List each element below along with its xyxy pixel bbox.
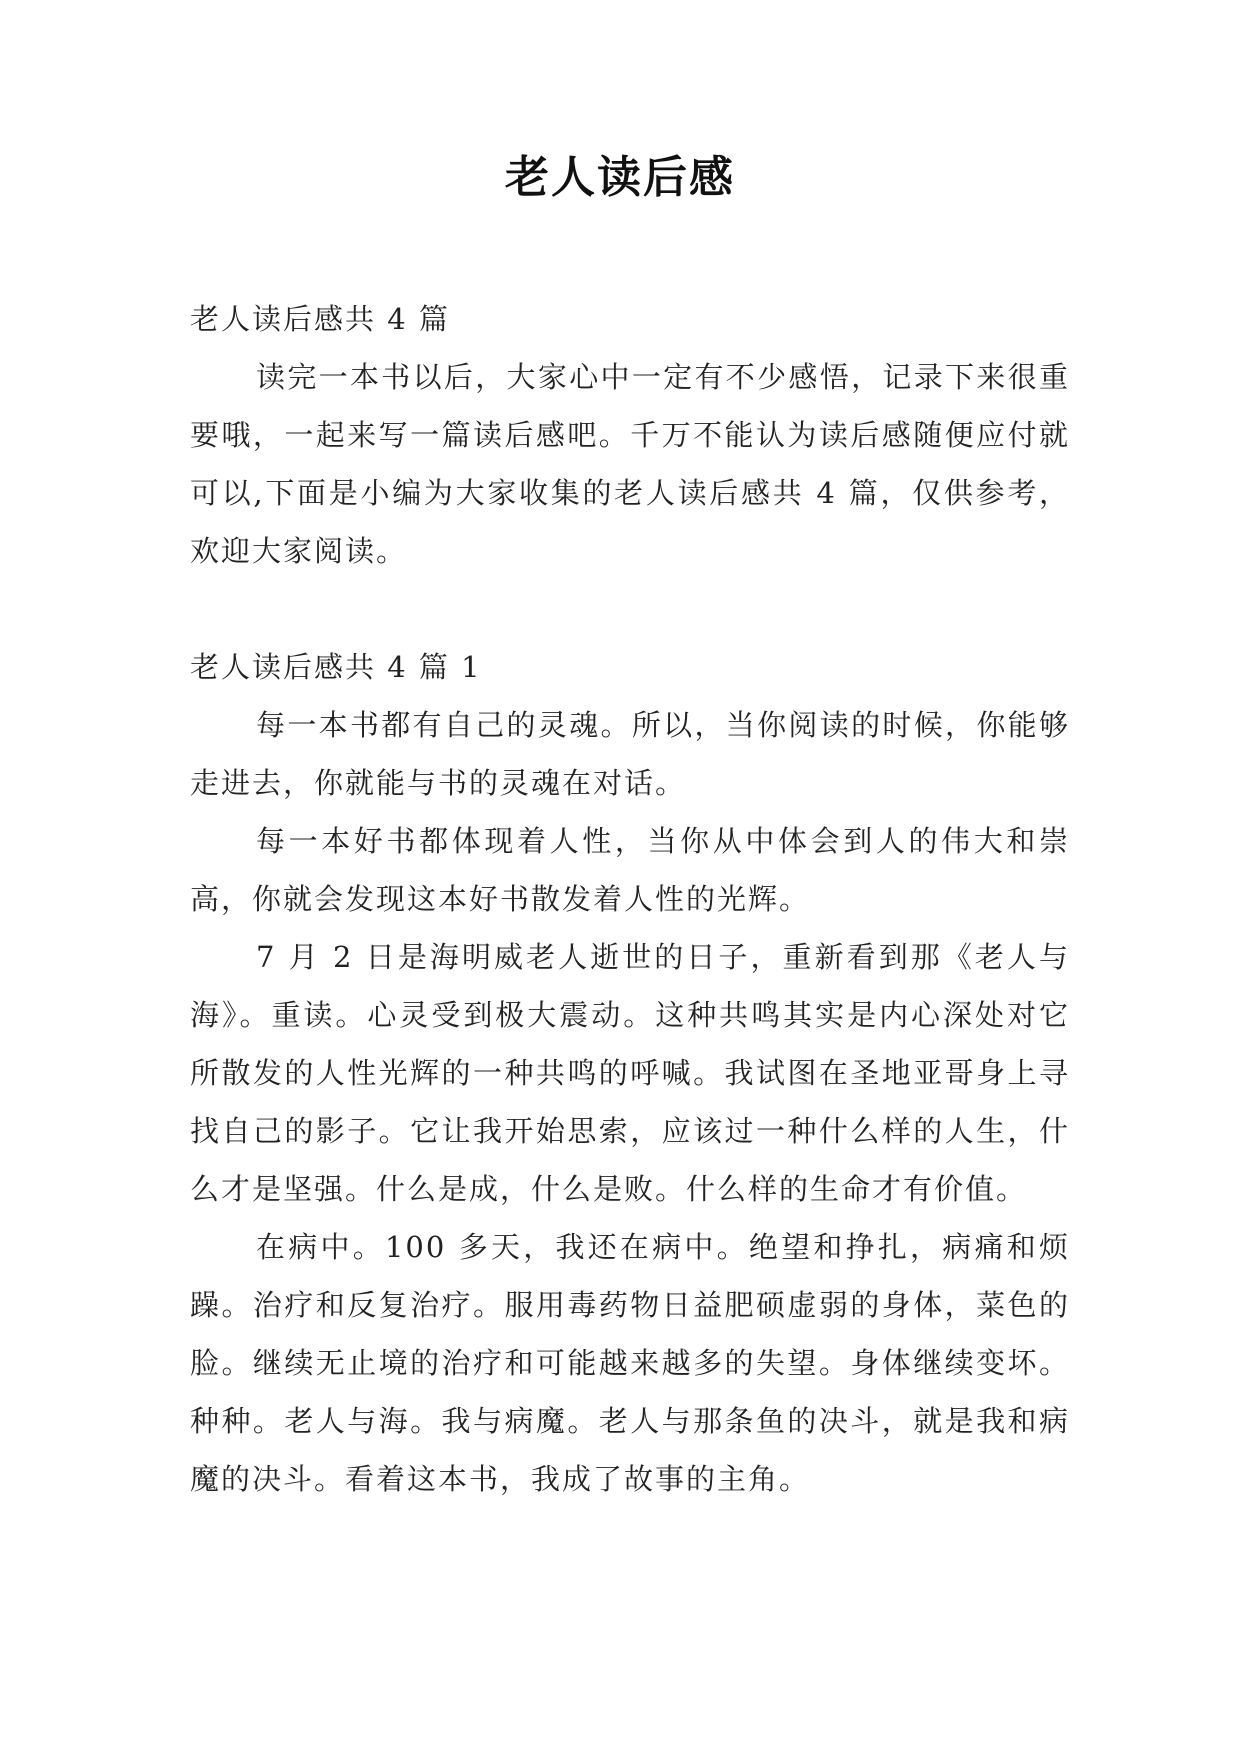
section-1-paragraph: 每一本好书都体现着人性，当你从中体会到人的伟大和崇高，你就会发现这本好书散发着人性的光辉。	[190, 824, 1070, 916]
section-1-paragraph: 每一本书都有自己的灵魂。所以，当你阅读的时候，你能够走进去，你就能与书的灵魂在对话。	[190, 708, 1070, 800]
section-1-paragraph: 在病中。100 多天，我还在病中。绝望和挣扎，病痛和烦躁。治疗和反复治疗。服用毒药物日益肥硕虚弱的身体，菜色的脸。继续无止境的治疗和可能越来越多的失望。身体继续变坏。种种。老人与海。我与病魔。老人与那条鱼的决斗，就是我和病魔的决斗。看着这本书，我成了故事的主角。	[190, 1230, 1070, 1496]
intro-paragraph: 读完一本书以后，大家心中一定有不少感悟，记录下来很重要哦，一起来写一篇读后感吧。千万不能认为读后感随便应付就可以,下面是小编为大家收集的老人读后感共 4 篇，仅供参考，欢迎大家阅读。	[190, 360, 1070, 568]
document-title: 老人读后感	[505, 152, 735, 203]
intro-heading: 老人读后感共 4 篇	[190, 302, 450, 336]
section-1-heading: 老人读后感共 4 篇 1	[190, 650, 482, 684]
section-1-paragraph: 7 月 2 日是海明威老人逝世的日子，重新看到那《老人与海》。重读。心灵受到极大震动。这种共鸣其实是内心深处对它所散发的人性光辉的一种共鸣的呼喊。我试图在圣地亚哥身上寻找自己的影子。它让我开始思索，应该过一种什么样的人生，什么才是坚强。什么是成，什么是败。什么样的生命才有价值。	[190, 940, 1070, 1206]
document-body	[190, 290, 1070, 1508]
